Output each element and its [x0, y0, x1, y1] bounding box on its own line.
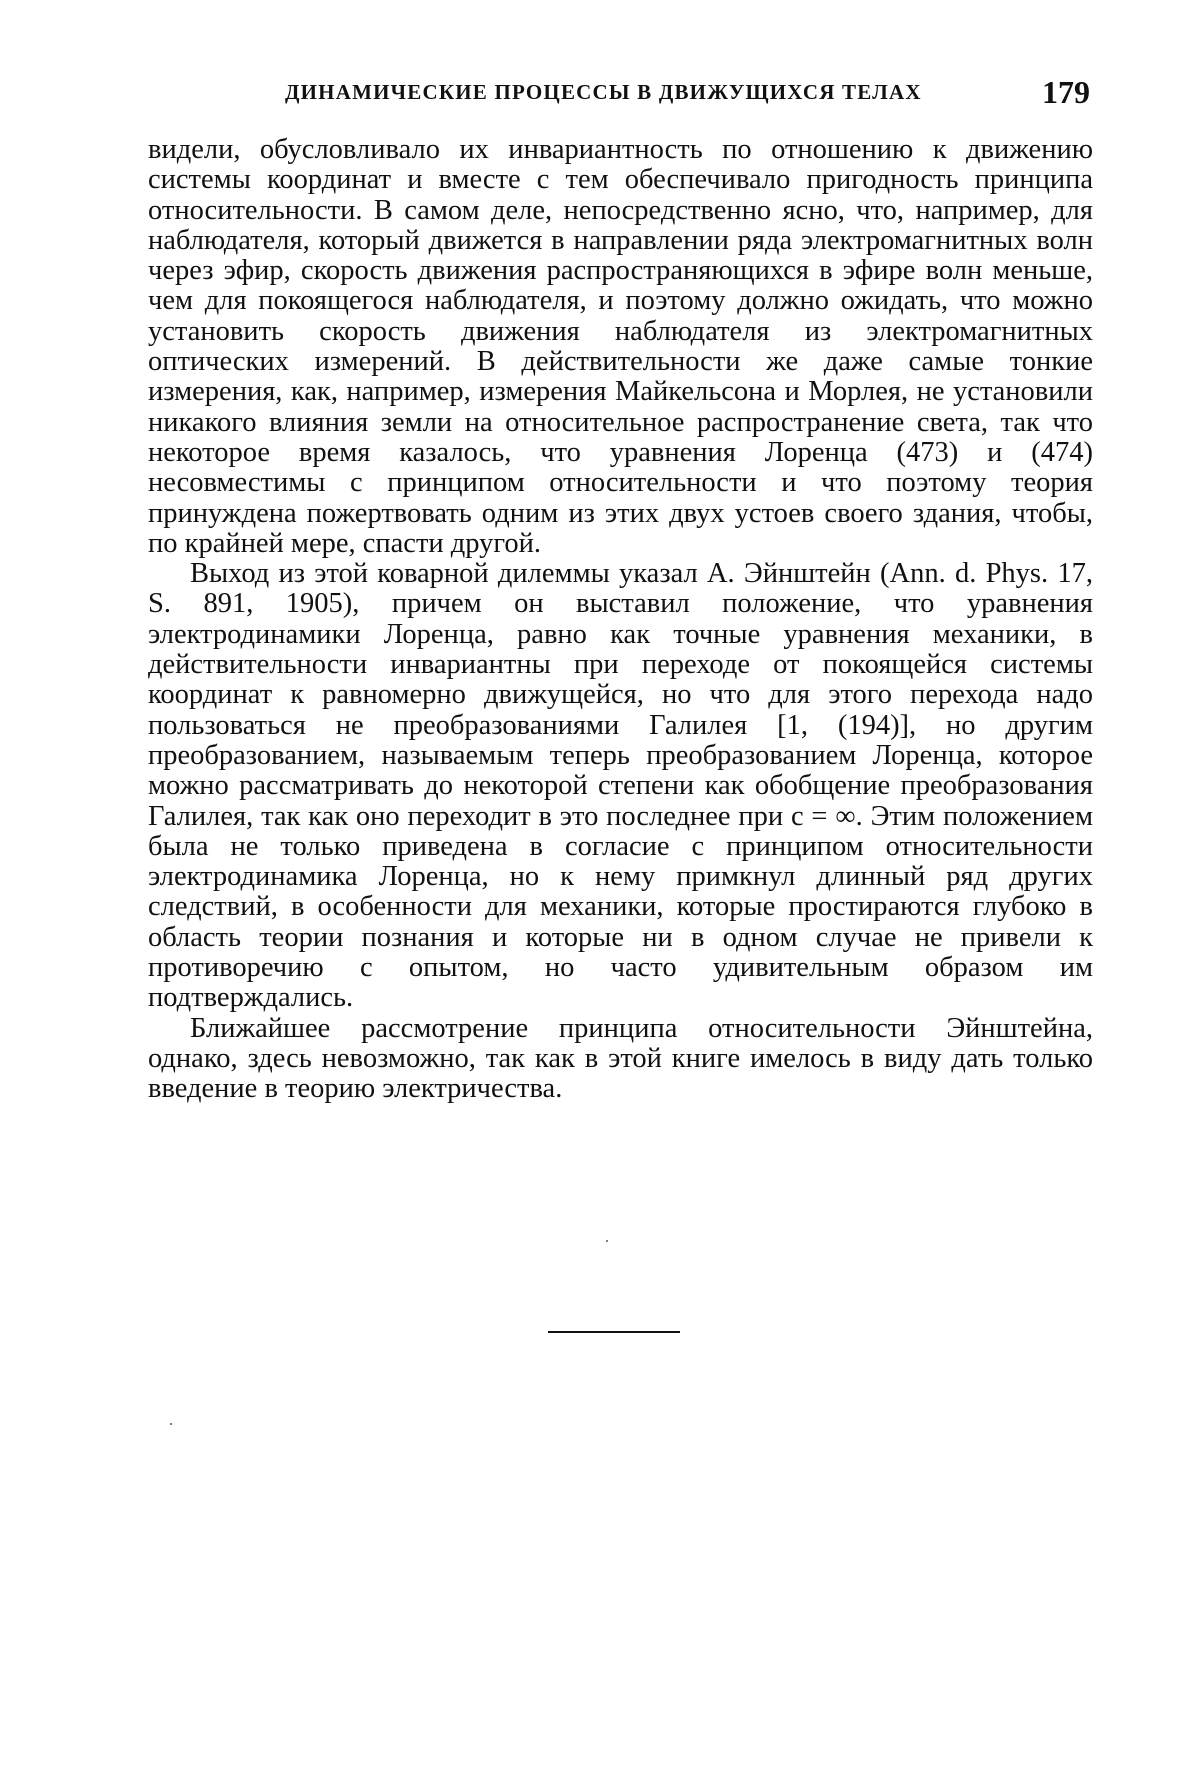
running-head	[150, 74, 1090, 118]
page-number: 179	[1042, 74, 1090, 110]
paragraph-2: Выход из этой коварной дилеммы указал А. Эйнштейн (Ann. d. Phys. 17, S. 891, 1905), причем он выставил положение, что уравнения электродинамики Лоренца, равно как точные уравнения механики, в действительности инвариантны при переходе от покоящейся системы координат к равномерно движущейся, но что для этого перехода надо пользоваться не преобразованиями Галилея [1, (194)], но другим преобразованием, называемым теперь преобразованием Лоренца, которое можно рассматривать до некоторой степени как обобщение преобразования Галилея, так как оно переходит в это последнее при c = ∞. Этим положением была не только приведена в согласие с принципом относительности электродинамика Лоренца, но к нему примкнул длинный ряд других следствий, в особенности для механики, которые простираются глубоко в область теории познания и которые ни в одном случае не привели к противоречию с опытом, но часто удивительным образом им подтверждались.	[148, 558, 1093, 1014]
paragraph-1: видели, обусловливало их инвариантность по отношению к движению системы координат и вместе с тем обеспечивало пригодность принципа относительности. В самом деле, непосредственно ясно, что, например, для наблюдателя, который движется в направлении ряда электромагнитных волн через эфир, скорость движения распространяющихся в эфире волн меньше, чем для покоящегося наблюдателя, и поэтому должно ожидать, что можно установить скорость движения наблюдателя из электромагнитных оптических измерений. В действительности же даже самые тонкие измерения, как, например, измерения Майкельсона и Морлея, не установили никакого влияния земли на относительное распространение света, так что некоторое время казалось, что уравнения Лоренца (473) и (474) несовместимы с принципом относительности и что поэтому теория принуждена пожертвовать одним из этих двух устоев своего здания, чтобы, по крайней мере, спасти другой.	[148, 134, 1093, 559]
end-rule	[548, 1331, 680, 1333]
print-speck	[170, 1423, 172, 1425]
running-title: ДИНАМИЧЕСКИЕ ПРОЦЕССЫ В ДВИЖУЩИХСЯ ТЕЛАХ	[285, 80, 922, 104]
print-speck	[606, 1240, 608, 1242]
paragraph-3: Ближайшее рассмотрение принципа относительности Эйнштейна, однако, здесь невозможно, так как в этой книге имелось в виду дать только введение в теорию электричества.	[148, 1012, 1093, 1105]
body-text	[148, 135, 1093, 1105]
